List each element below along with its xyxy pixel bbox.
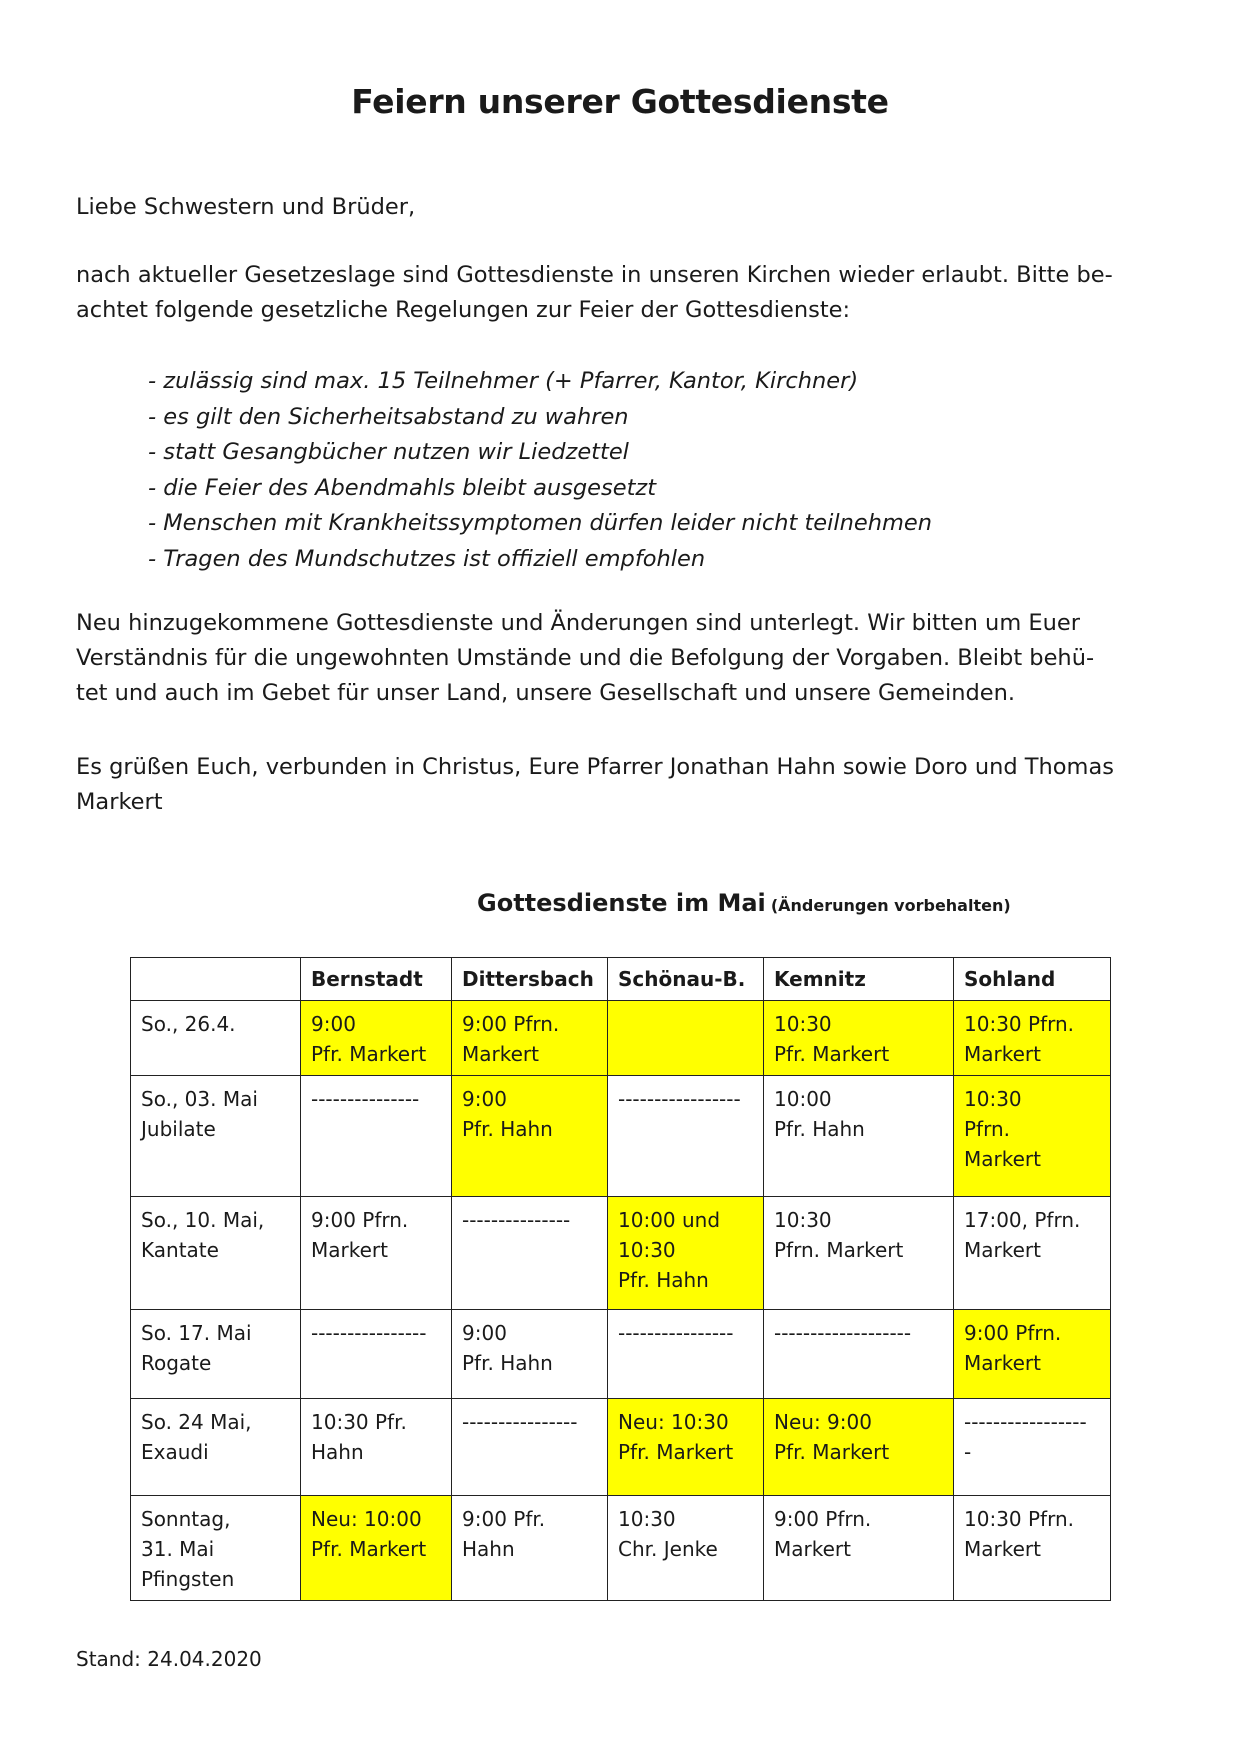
greeting: Liebe Schwestern und Brüder,: [76, 194, 416, 220]
notice-line: tet und auch im Gebet für unser Land, unsere Gesellschaft und unsere Gemeinden.: [76, 680, 1016, 706]
notice-line: Neu hinzugekommene Gottesdienste und Änderungen sind unterlegt. Wir bitten um Euer: [76, 610, 1080, 636]
service-cell: [764, 1001, 954, 1076]
cell-text: Hahn: [311, 1440, 364, 1464]
cell-text: Pfr. Hahn: [462, 1117, 553, 1141]
service-cell: [452, 1076, 608, 1197]
service-cell: [764, 1496, 954, 1601]
date-cell: [131, 1076, 301, 1197]
notice-paragraph: [76, 606, 1171, 711]
cell-text: 9:00: [462, 1087, 507, 1111]
header-cell: Sohland: [954, 958, 1111, 1001]
service-cell: [301, 1496, 452, 1601]
cell-text: So., 03. Mai: [141, 1087, 258, 1111]
rule-item: - die Feier des Abendmahls bleibt ausgesetzt: [148, 474, 657, 501]
cell-text: 31. Mai: [141, 1537, 215, 1561]
table-heading: [477, 889, 1011, 917]
cell-text: 10:00: [774, 1087, 832, 1111]
table-row: [131, 1496, 1111, 1601]
service-cell: [954, 1496, 1111, 1601]
cell-text: 9:00 Pfrn.: [311, 1208, 409, 1232]
cell-text: 10:30: [774, 1012, 832, 1036]
cell-text: ----------------: [462, 1410, 578, 1434]
table-row: [131, 1310, 1111, 1399]
intro-paragraph: [76, 258, 1171, 328]
rule-item: - Tragen des Mundschutzes ist offiziell empfohlen: [148, 545, 706, 572]
cell-text: 9:00 Pfrn.: [964, 1321, 1062, 1345]
cell-text: 9:00 Pfr.: [462, 1507, 546, 1531]
rule-item: - es gilt den Sicherheitsabstand zu wahren: [148, 403, 629, 430]
cell-text: Jubilate: [141, 1117, 216, 1141]
cell-text: Markert: [964, 1351, 1041, 1375]
cell-text: Markert: [964, 1537, 1041, 1561]
table-title: Gottesdienste im Mai: [477, 889, 766, 917]
service-cell: [608, 1310, 764, 1399]
service-cell: [452, 1001, 608, 1076]
service-cell: [452, 1496, 608, 1601]
date-cell: [131, 1001, 301, 1076]
intro-line: nach aktueller Gesetzeslage sind Gottesdienste in unseren Kirchen wieder erlaubt. Bitte be-: [76, 262, 1113, 288]
cell-text: So., 10. Mai,: [141, 1208, 265, 1232]
cell-text: 10:30 Pfrn.: [964, 1507, 1074, 1531]
service-cell: [301, 1076, 452, 1197]
table-subtitle: (Änderungen vorbehalten): [770, 896, 1011, 915]
cell-text: Markert: [462, 1042, 539, 1066]
header-cell: [131, 958, 301, 1001]
cell-text: -----------------: [618, 1087, 741, 1111]
cell-text: ---------------: [311, 1087, 420, 1111]
table-row: [131, 1197, 1111, 1310]
cell-text: Hahn: [462, 1537, 515, 1561]
service-cell: [301, 1001, 452, 1076]
service-schedule-table: [130, 957, 1111, 1601]
cell-text: 10:30: [618, 1507, 676, 1531]
cell-text: Pfr. Hahn: [462, 1351, 553, 1375]
service-cell: [608, 1399, 764, 1496]
cell-text: Pfr. Markert: [311, 1042, 427, 1066]
service-cell: [954, 1197, 1111, 1310]
rule-item: - statt Gesangbücher nutzen wir Liedzettel: [148, 439, 629, 466]
date-cell: [131, 1310, 301, 1399]
cell-text: Chr. Jenke: [618, 1537, 718, 1561]
service-cell: [764, 1197, 954, 1310]
service-cell: [452, 1399, 608, 1496]
cell-text: -----------------: [964, 1410, 1087, 1434]
cell-text: 10:30: [964, 1087, 1022, 1111]
cell-text: 10:30 Pfrn.: [964, 1012, 1074, 1036]
cell-text: Markert: [964, 1147, 1041, 1171]
cell-text: -: [964, 1440, 972, 1464]
cell-text: Markert: [964, 1042, 1041, 1066]
table-row: [131, 1001, 1111, 1076]
service-cell: [764, 1399, 954, 1496]
service-cell: [452, 1310, 608, 1399]
closing-paragraph: [76, 750, 1171, 820]
cell-text: ---------------: [462, 1208, 571, 1232]
service-cell: [954, 1310, 1111, 1399]
cell-text: 9:00 Pfrn.: [462, 1012, 560, 1036]
intro-line: achtet folgende gesetzliche Regelungen zur Feier der Gottesdienste:: [76, 297, 851, 323]
service-cell: [954, 1001, 1111, 1076]
cell-text: Kantate: [141, 1238, 219, 1262]
cell-text: So. 24 Mai,: [141, 1410, 252, 1434]
rules-list: [148, 364, 932, 578]
service-cell: [452, 1197, 608, 1310]
service-cell: [764, 1076, 954, 1197]
cell-text: Pfr. Markert: [311, 1537, 427, 1561]
service-cell: [954, 1399, 1111, 1496]
cell-text: Pfrn.: [964, 1117, 1011, 1141]
cell-text: Pfr. Hahn: [774, 1117, 865, 1141]
cell-text: Exaudi: [141, 1440, 209, 1464]
service-cell: [608, 1076, 764, 1197]
closing-line: Es grüßen Euch, verbunden in Christus, Eure Pfarrer Jonathan Hahn sowie Doro und Thomas: [76, 754, 1114, 780]
rule-item: - Menschen mit Krankheitssymptomen dürfen leider nicht teilnehmen: [148, 510, 933, 537]
cell-text: -------------------: [774, 1321, 912, 1345]
header-cell: Bernstadt: [301, 958, 452, 1001]
header-cell: Kemnitz: [764, 958, 954, 1001]
cell-text: ----------------: [618, 1321, 734, 1345]
cell-text: Neu: 9:00: [774, 1410, 872, 1434]
cell-text: 9:00: [462, 1321, 507, 1345]
closing-line: Markert: [76, 789, 163, 815]
rule-item: - zulässig sind max. 15 Teilnehmer (+ Pfarrer, Kantor, Kirchner): [148, 368, 859, 394]
cell-text: Markert: [964, 1238, 1041, 1262]
table-row: [131, 1399, 1111, 1496]
table-body: [131, 1001, 1111, 1601]
table-header-row: [131, 958, 1111, 1001]
cell-text: Pfr. Markert: [774, 1440, 890, 1464]
cell-text: 10:30 Pfr.: [311, 1410, 407, 1434]
service-cell: [608, 1001, 764, 1076]
cell-text: Pfr. Markert: [774, 1042, 890, 1066]
cell-text: 9:00: [311, 1012, 356, 1036]
footer-date: Stand: 24.04.2020: [76, 1647, 262, 1671]
cell-text: Rogate: [141, 1351, 212, 1375]
service-cell: [608, 1197, 764, 1310]
service-cell: [301, 1197, 452, 1310]
cell-text: Sonntag,: [141, 1507, 231, 1531]
cell-text: Markert: [774, 1537, 851, 1561]
table-row: [131, 1076, 1111, 1197]
service-cell: [954, 1076, 1111, 1197]
page-title: Feiern unserer Gottesdienste: [351, 82, 889, 121]
cell-text: Pfr. Markert: [618, 1440, 734, 1464]
service-cell: [608, 1496, 764, 1601]
cell-text: So., 26.4.: [141, 1012, 236, 1036]
notice-line: Verständnis für die ungewohnten Umstände und die Befolgung der Vorgaben. Bleibt behü-: [76, 645, 1095, 671]
date-cell: [131, 1496, 301, 1601]
cell-text: 10:30: [774, 1208, 832, 1232]
cell-text: Neu: 10:00: [311, 1507, 422, 1531]
cell-text: Pfr. Hahn: [618, 1268, 709, 1292]
cell-text: 17:00, Pfrn.: [964, 1208, 1081, 1232]
date-cell: [131, 1399, 301, 1496]
date-cell: [131, 1197, 301, 1310]
cell-text: Pfingsten: [141, 1567, 235, 1591]
cell-text: Pfrn. Markert: [774, 1238, 904, 1262]
cell-text: ----------------: [311, 1321, 427, 1345]
service-cell: [301, 1310, 452, 1399]
header-cell: Schönau-B.: [608, 958, 764, 1001]
cell-text: So. 17. Mai: [141, 1321, 252, 1345]
cell-text: Neu: 10:30: [618, 1410, 729, 1434]
cell-text: 10:00 und: [618, 1208, 721, 1232]
service-cell: [764, 1310, 954, 1399]
cell-text: 10:30: [618, 1238, 676, 1262]
service-cell: [301, 1399, 452, 1496]
header-cell: Dittersbach: [452, 958, 608, 1001]
cell-text: 9:00 Pfrn.: [774, 1507, 872, 1531]
cell-text: Markert: [311, 1238, 388, 1262]
